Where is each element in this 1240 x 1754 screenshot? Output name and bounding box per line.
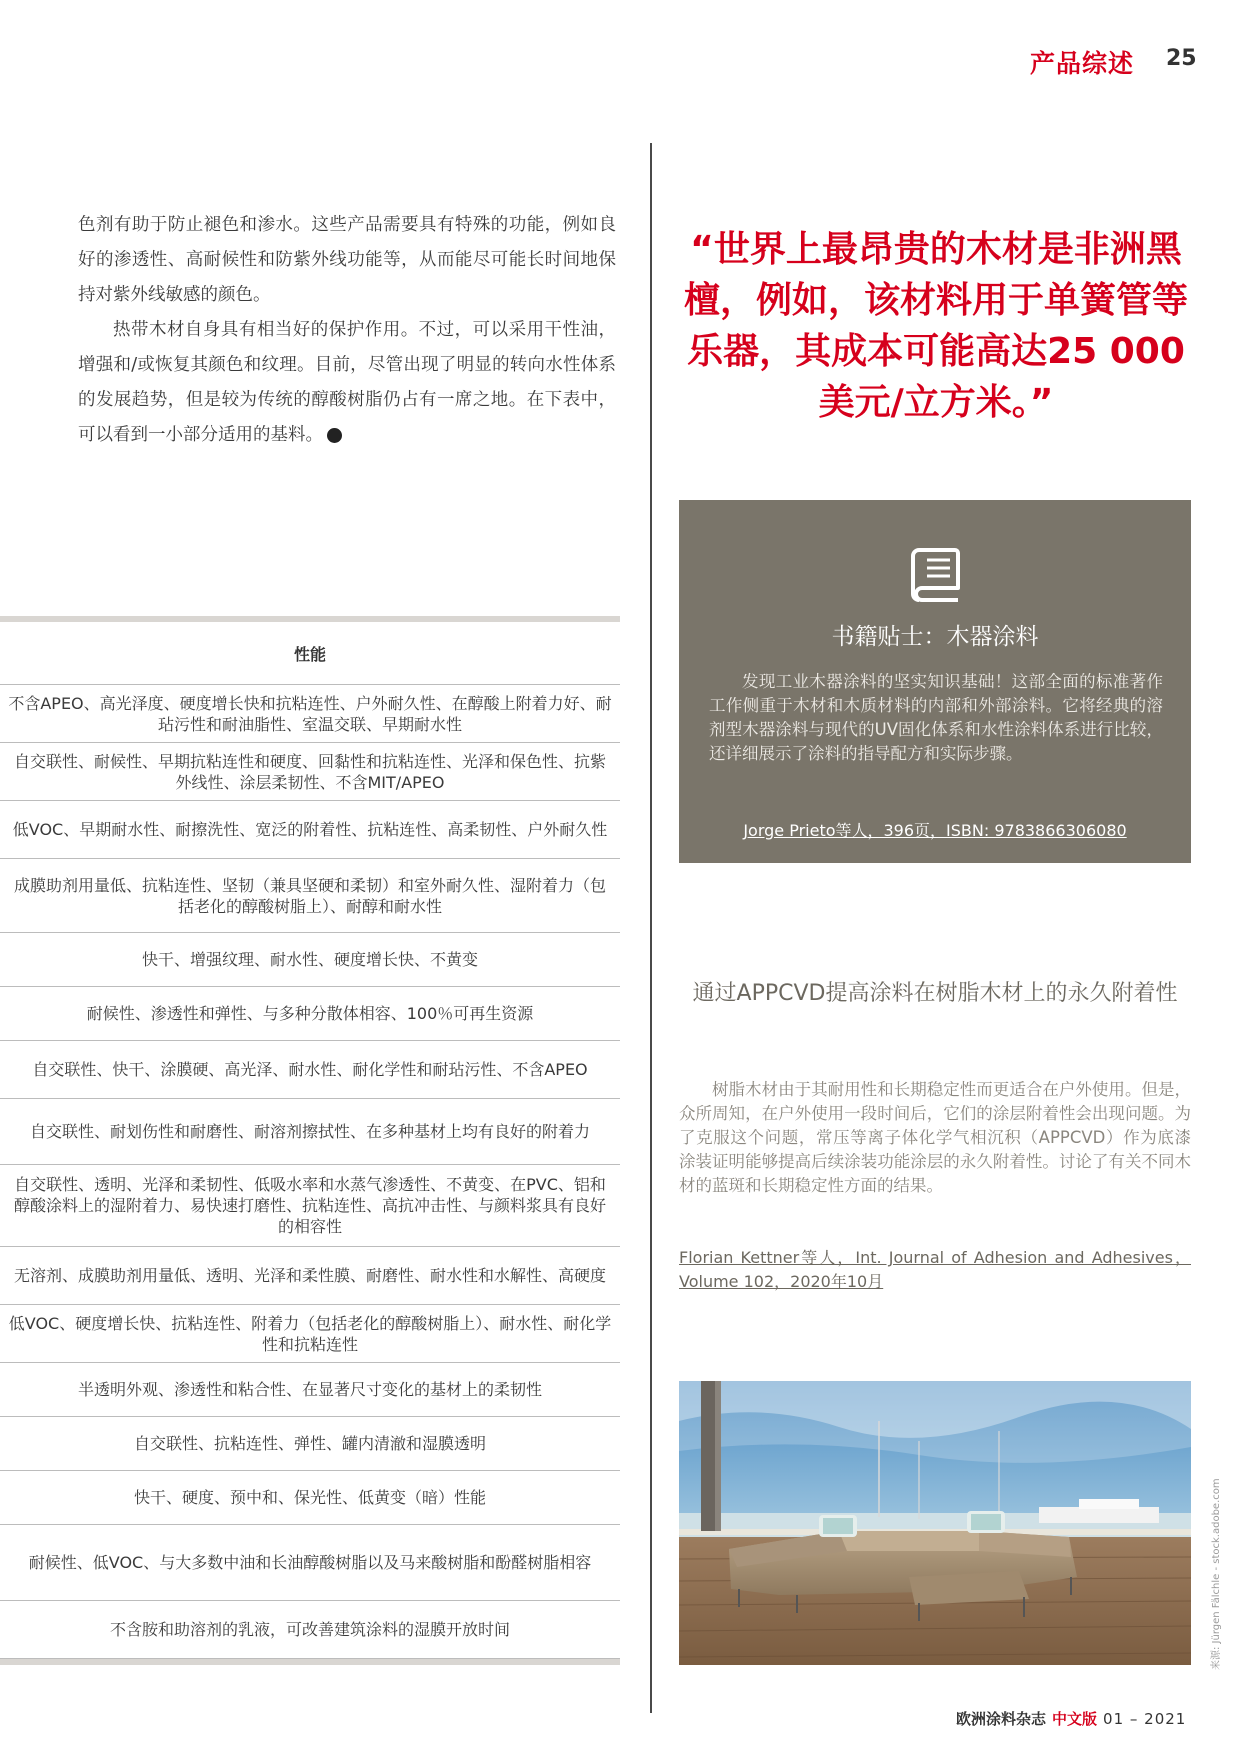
footer-magazine: 欧洲涂料杂志 <box>956 1710 1047 1728</box>
table-header: 性能 <box>0 622 620 685</box>
body-paragraph-1: 色剂有助于防止褪色和渗水。这些产品需要具有特殊的功能，例如良好的渗透性、高耐候性和防紫外线功能等，从而能尽可能长时间地保持对紫外线敏感的颜色。 <box>78 215 616 305</box>
table-row: 成膜助剂用量低、抗粘连性、坚韧（兼具坚硬和柔韧）和室外耐久性、湿附着力（包括老化的醇酸树脂上）、耐醇和耐水性 <box>0 859 620 933</box>
outdoor-sofa-photo <box>679 1381 1191 1665</box>
book-icon <box>905 544 965 602</box>
pull-quote: “世界上最昂贵的木材是非洲黑檀，例如，该材料用于单簧管等乐器，其成本可能高达25 000美元/立方米。” <box>683 229 1188 423</box>
book-tip-reference-link[interactable]: Jorge Prieto等人，396页，ISBN: 9783866306080 <box>743 821 1127 840</box>
book-tip-box <box>679 500 1191 863</box>
table-row: 自交联性、快干、涂膜硬、高光泽、耐水性、耐化学性和耐玷污性、不含APEO <box>0 1041 620 1099</box>
binder-properties-table <box>0 616 620 1665</box>
body-paragraph-2: 热带木材自身具有相当好的保护作用。不过，可以采用干性油，增强和/或恢复其颜色和纹理。目前，尽管出现了明显的转向水性体系的发展趋势，但是较为传统的醇酸树脂仍占有一席之地。在下表中，可以看到一小部分适用的基料。 ❯ <box>78 320 616 445</box>
table-row: 不含胺和助溶剂的乳液，可改善建筑涂料的湿膜开放时间 <box>0 1601 620 1659</box>
page-number: 25 <box>1166 46 1197 71</box>
table-bottom-rule <box>0 1659 620 1665</box>
article-title: 通过APPCVD提高涂料在树脂木材上的永久附着性 <box>692 981 1178 1006</box>
table-row: 耐候性、渗透性和弹性、与多种分散体相容、100％可再生资源 <box>0 987 620 1041</box>
table-row: 自交联性、耐划伤性和耐磨性、耐溶剂擦拭性、在多种基材上均有良好的附着力 <box>0 1099 620 1165</box>
section-title: 产品综述 <box>1030 49 1135 78</box>
book-tip-title: 书籍贴士：木器涂料 <box>831 624 1039 650</box>
table-row: 不含APEO、高光泽度、硬度增长快和抗粘连性、户外耐久性、在醇酸上附着力好、耐玷污性和耐油脂性、室温交联、早期耐水性 <box>0 685 620 743</box>
article-abstract: 树脂木材由于其耐用性和长期稳定性而更适合在户外使用。但是，众所周知，在户外使用一段时间后，它们的涂层附着性会出现问题。为了克服这个问题，常压等离子体化学气相沉积（APPCVD）作为底漆涂装证明能够提高后续涂装功能涂层的永久附着性。讨论了有关不同木材的蓝斑和长期稳定性方面的结果。 <box>679 1080 1191 1195</box>
book-tip-text: 发现工业木器涂料的坚实知识基础！这部全面的标准著作工作侧重于木材和木质材料的内部和外部涂料。它将经典的溶剂型木器涂料与现代的UV固化体系和水性涂料体系进行比较，还详细展示了涂料的指导配方和实际步骤。 <box>709 672 1163 763</box>
table-row: 自交联性、耐候性、早期抗粘连性和硬度、回黏性和抗粘连性、光泽和保色性、抗紫外线性、涂层柔韧性、不含MIT/APEO <box>0 743 620 801</box>
table-row: 低VOC、早期耐水性、耐擦洗性、宽泛的附着性、抗粘连性、高柔韧性、户外耐久性 <box>0 801 620 859</box>
table-body <box>0 685 620 1659</box>
table-row: 耐候性、低VOC、与大多数中油和长油醇酸树脂以及马来酸树脂和酚醛树脂相容 <box>0 1525 620 1601</box>
photo-credit: 来源: Jürgen Fälchle - stock.adobe.com <box>1211 1478 1222 1670</box>
table-row: 自交联性、抗粘连性、弹性、罐内清澈和湿膜透明 <box>0 1417 620 1471</box>
table-row: 半透明外观、渗透性和粘合性、在显著尺寸变化的基材上的柔韧性 <box>0 1363 620 1417</box>
column-divider <box>650 143 652 1713</box>
footer-edition: 中文版 <box>1052 1710 1098 1728</box>
table-row: 无溶剂、成膜助剂用量低、透明、光泽和柔性膜、耐磨性、耐水性和水解性、高硬度 <box>0 1247 620 1305</box>
footer-issue: 01 – 2021 <box>1103 1710 1187 1728</box>
article-reference-link[interactable]: Florian Kettner等人，Int. Journal of Adhesion and Adhesives，Volume 102，2020年10月 <box>679 1248 1191 1291</box>
footer <box>956 1708 1186 1729</box>
table-row: 快干、增强纹理、耐水性、硬度增长快、不黄变 <box>0 933 620 987</box>
body-text <box>78 208 616 453</box>
table-row: 低VOC、硬度增长快、抗粘连性、附着力（包括老化的醇酸树脂上）、耐水性、耐化学性和抗粘连性 <box>0 1305 620 1363</box>
table-row: 自交联性、透明、光泽和柔韧性、低吸水率和水蒸气渗透性、不黄变、在PVC、铝和醇酸涂料上的湿附着力、易快速打磨性、抗粘连性、高抗冲击性、与颜料浆具有良好的相容性 <box>0 1165 620 1247</box>
table-row: 快干、硬度、预中和、保光性、低黄变（暗）性能 <box>0 1471 620 1525</box>
continue-arrow-icon: ❯ <box>327 428 342 443</box>
